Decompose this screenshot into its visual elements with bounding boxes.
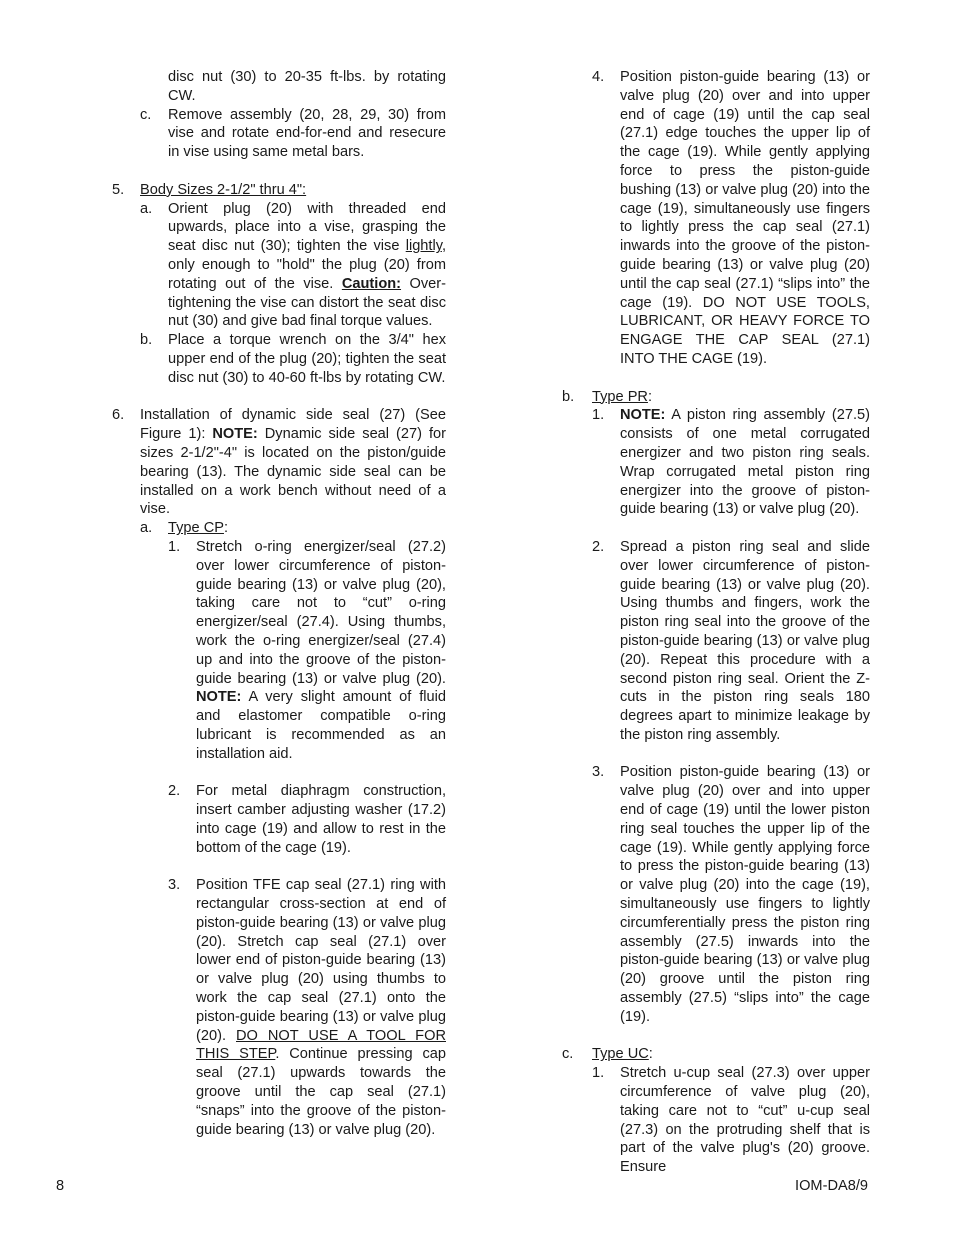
step-6-text: Installation of dynamic side seal (27) (See Figure 1): NOTE: Dynamic side seal (27) for sizes 2-1/2"-4" is located on the piston/guide bearing (13). The dynamic side seal can be installed on a work bench without need of a vise. [140, 407, 446, 518]
cp-step-1-text: Stretch o-ring energizer/seal (27.2) over lower circumference of piston-guide bearing (13) or valve plug (20), taking care not to “cut” o-ring energizer/seal (27.4). Using thumbs, work the o-ring energizer/seal (27.4) up and into the groove of the piston-guide bearing (13) or valve plug (20). NOTE: A very slight amount of fluid and elastomer compatible o-ring lubricant is recommended as an installation aid. [196, 538, 446, 762]
pr-step-3 [562, 763, 870, 1026]
step-5a-text: Orient plug (20) with threaded end upwards, place into a vise, grasping the seat disc nut (30); tighten the vise lightly, only enough to "hold" the plug (20) from rotating out of the vise. Caution: Over-tightening the vise can distort the seat disc nut (30) and give bad final torque values. [168, 200, 446, 330]
note-label: NOTE: [196, 689, 242, 706]
cp-step-2-marker: 2. [168, 783, 181, 800]
pr-step-1-text: NOTE: A piston ring assembly (27.5) consists of one metal corrugated energizer and two piston ring seals. Wrap corrugated metal piston ring energizer into the groove of piston-guide bearing (13) or valve plug (20). [620, 407, 870, 518]
cp-step-1-marker: 1. [168, 538, 181, 555]
step-5b-marker: b. [140, 332, 153, 349]
pr-step-2-marker: 2. [592, 538, 605, 555]
uc-step-1-marker: 1. [592, 1065, 605, 1082]
right-column [562, 68, 870, 1177]
cp-step-4 [562, 68, 870, 369]
cp-step-3 [112, 876, 446, 1139]
pr-step-1-marker: 1. [592, 407, 605, 424]
step-4c-marker: c. [140, 106, 152, 123]
step-4c [112, 106, 446, 162]
step-4b-text: disc nut (30) to 20-35 ft-lbs. by rotating CW. [168, 69, 446, 104]
step-5b-text: Place a torque wrench on the 3/4" hex upper end of the plug (20); tighten the seat disc nut (30) to 40-60 ft-lbs by rotating CW. [168, 332, 446, 386]
step-5-marker: 5. [112, 181, 125, 198]
pr-step-3-marker: 3. [592, 764, 605, 781]
step-5a [112, 200, 446, 332]
pr-step-1 [562, 406, 870, 519]
step-6a-marker: a. [140, 520, 153, 537]
caution-label: Caution: [341, 275, 402, 292]
pr-step-2 [562, 538, 870, 745]
cp-step-2 [112, 782, 446, 857]
step-4c-text: Remove assembly (20, 28, 29, 30) from vise and rotate end-for-end and resecure in vise using same metal bars. [168, 106, 446, 161]
step-5b [112, 331, 446, 387]
step-6 [112, 406, 446, 519]
pr-step-3-text: Position piston-guide bearing (13) or valve plug (20) over and into upper end of cage (19) until the lower piston ring seal touches the upper lip of the cage (19). While gently applying force to press the piston-guide bearing (13) or valve plug (20) into the cage (19), simultaneously use fingers to lightly circumferentially press the piston ring assembly (27.5) inwards into the piston-guide bearing (13) or valve plug (20) groove until the piston ring assembly (27.5) “slips into” the cage (19). [620, 764, 870, 1025]
cp-step-4-marker: 4. [592, 69, 605, 85]
pr-step-2-text: Spread a piston ring seal and slide over lower circumference of piston-guide bearing (13) or valve plug (20). Using thumbs and fingers, work the piston ring seal into the groove of the piston-guide bearing (13) or valve plug (20). Repeat this procedure with a second piston ring seal. Orient the Z-cuts in the piston ring seals 180 degrees apart to minimize leakage by the piston ring assembly. [620, 538, 870, 743]
step-6a [112, 519, 446, 538]
warning-underlined: DO NOT USE A TOOL FOR THIS STEP [196, 1027, 446, 1063]
step-6b-marker: b. [562, 388, 575, 405]
step-6b [562, 388, 870, 407]
step-6a-heading: Type CP: [168, 520, 229, 537]
step-6c-marker: c. [562, 1046, 574, 1063]
step-5 [112, 181, 446, 200]
cp-step-2-text: For metal diaphragm construction, insert camber adjusting washer (17.2) into cage (19) and allow to rest in the bottom of the cage (19). [196, 783, 446, 856]
left-column [112, 68, 446, 1139]
step-6c-heading: Type UC: [592, 1046, 653, 1063]
cp-step-3-text: Position TFE cap seal (27.1) ring with rectangular cross-section at end of piston-guide bearing (13) or valve plug (20). Stretch cap seal (27.1) over lower end of piston-guide bearing (13) or valve plug (20) using thumbs to work the cap seal (27.1) onto the piston-guide bearing (13) or valve plug (20). DO NOT USE A TOOL FOR THIS STEP. Continue pressing cap seal (27.1) upwards towards the groove until the cap seal (27.1) “snaps” into the groove of the piston-guide bearing (13) or valve plug (20). [196, 877, 447, 1138]
cp-step-1 [112, 538, 446, 764]
uc-step-1-text: Stretch u-cup seal (27.3) over upper circumference of valve plug (20), taking care not to “cut” u-cup seal (27.3) on the protruding shelf that is part of the valve plug's (20) groove. Ensure [620, 1065, 870, 1176]
note-label: NOTE: [212, 426, 258, 443]
step-5a-marker: a. [140, 200, 153, 217]
cp-step-3-marker: 3. [168, 877, 181, 894]
note-label: NOTE: [620, 407, 666, 424]
step-6b-heading: Type PR: [592, 388, 653, 405]
document-id: IOM-DA8/9 [795, 1178, 868, 1194]
step-6c [562, 1045, 870, 1064]
step-4b-continuation [112, 68, 446, 106]
page-number: 8 [56, 1178, 65, 1194]
uc-step-1 [562, 1064, 870, 1177]
step-6-marker: 6. [112, 407, 125, 424]
step-5-heading: Body Sizes 2-1/2" thru 4": [140, 181, 307, 198]
cp-step-4-text: Position piston-guide bearing (13) or valve plug (20) over and into upper end of cage (19) until the cap seal (27.1) edge touches the upper lip of the cage (19). While gently applying force to press the piston-guide bushing (13) or valve plug (20) into the cage (19), simultaneously use fingers to lightly press the cap seal (27.1) inwards into the groove of the piston-guide bearing (13) or valve plug (20) until the cap seal (27.1) “slips into” the cage (19). DO NOT USE TOOLS, LUBRICANT, OR HEAVY FORCE TO ENGAGE THE CAP SEAL (27.1) INTO THE CAGE (19). [620, 69, 870, 367]
